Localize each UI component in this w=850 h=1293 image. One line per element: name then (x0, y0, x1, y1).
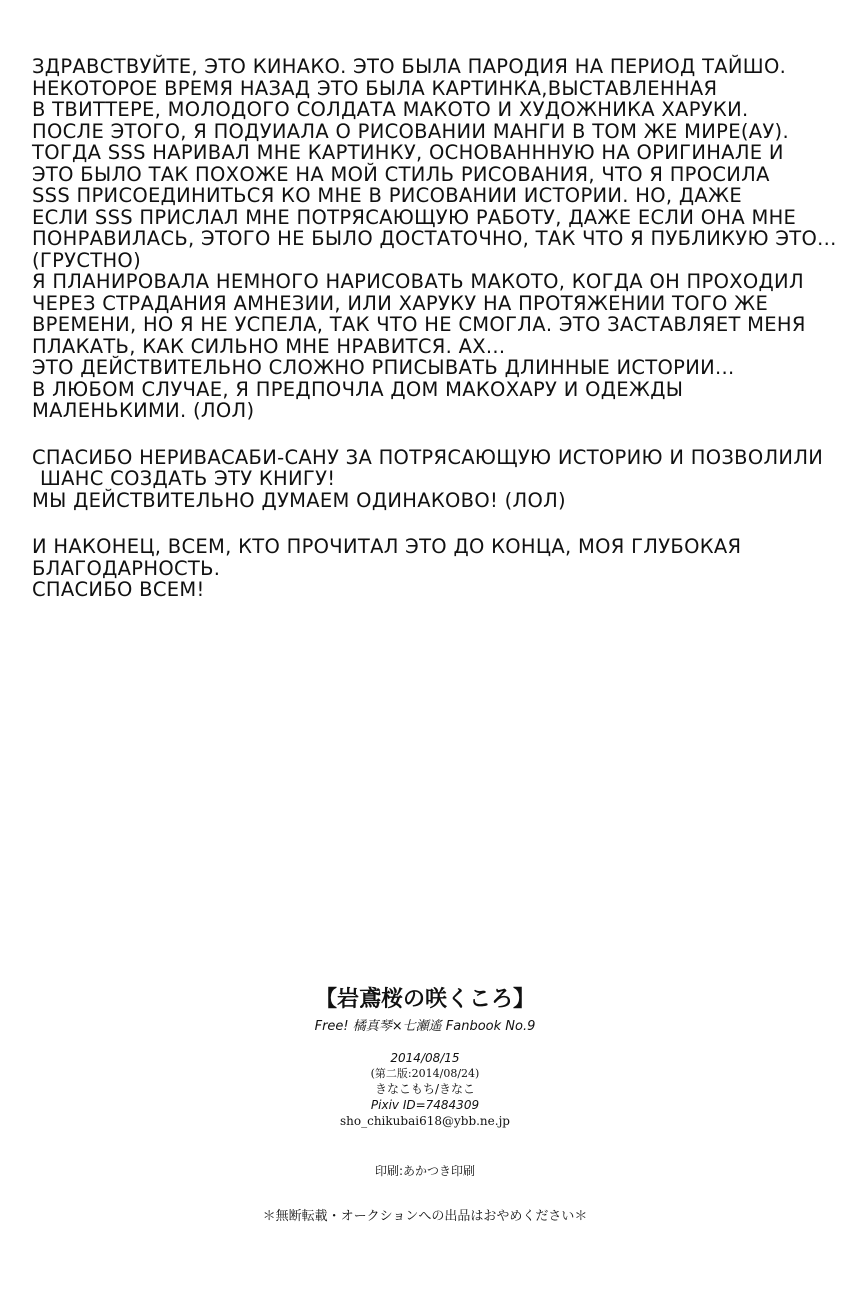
text-line: СПАСИБО ВСЕМ! (32, 578, 205, 601)
afterword-paragraph-2 (32, 447, 844, 512)
text-line: В ТВИТТЕРЕ, МОЛОДОГО СОЛДАТА МАКОТО И ХУДОЖНИКА ХАРУКИ. (32, 98, 749, 121)
book-subtitle: Free! 橘真琴×七瀬遙 Fanbook No.9 (314, 1019, 536, 1034)
text-line: ЭТО ДЕЙСТВИТЕЛЬНО СЛОЖНО РПИСЫВАТЬ ДЛИННЫЕ ИСТОРИИ... (32, 356, 735, 379)
text-line: МАЛЕНЬКИМИ. (ЛОЛ) (32, 399, 255, 422)
contact-email: sho_chikubai618@ybb.ne.jp (340, 1114, 510, 1128)
printer-credit: 印刷:あかつき印刷 (374, 1164, 476, 1178)
book-title: 【岩鳶桜の咲くころ】 (314, 986, 535, 1012)
afterword-paragraph-1 (32, 56, 844, 422)
text-line: ЕСЛИ SSS ПРИСЛАЛ МНЕ ПОТРЯСАЮЩУЮ РАБОТУ, ДАЖЕ ЕСЛИ ОНА МНЕ (32, 205, 797, 229)
afterword-text (32, 56, 844, 626)
text-line: В ЛЮБОМ СЛУЧАЕ, Я ПРЕДПОЧЛА ДОМ МАКОХАРУ И ОДЕЖДЫ (32, 377, 684, 401)
reprint-notice: ＊無断転載・オークションへの出品はおやめください＊ (262, 1209, 588, 1224)
text-line: МЫ ДЕЙСТВИТЕЛЬНО ДУМАЕМ ОДИНАКОВО! (ЛОЛ) (32, 488, 566, 512)
text-line: ПОСЛЕ ЭТОГО, Я ПОДУИАЛА О РИСОВАНИИ МАНГИ В ТОМ ЖЕ МИРЕ(АУ). (32, 119, 789, 143)
text-line: НЕКОТОРОЕ ВРЕМЯ НАЗАД ЭТО БЫЛА КАРТИНКА,ВЫСТАВЛЕННАЯ (32, 76, 718, 100)
text-line: (ГРУСТНО) (32, 248, 141, 272)
second-edition-date: (第二版:2014/08/24) (370, 1067, 480, 1080)
colophon (0, 982, 850, 1226)
text-line: SSS ПРИСОЕДИНИТЬСЯ КО МНЕ В РИСОВАНИИ ИСТОРИИ. НО, ДАЖЕ (32, 184, 742, 207)
text-line: ПОНРАВИЛАСЬ, ЭТОГО НЕ БЫЛО ДОСТАТОЧНО, ТАК ЧТО Я ПУБЛИКУЮ ЭТО... (32, 227, 837, 250)
text-line: ЗДРАВСТВУЙТЕ, ЭТО КИНАКО. ЭТО БЫЛА ПАРОДИЯ НА ПЕРИОД ТАЙШО. (32, 55, 787, 78)
afterword-paragraph-3 (32, 536, 844, 601)
text-line: ПЛАКАТЬ, КАК СИЛЬНО МНЕ НРАВИТСЯ. АХ... (32, 334, 506, 358)
pixiv-id: Pixiv ID=7484309 (370, 1098, 480, 1112)
text-line: ВРЕМЕНИ, НО Я НЕ УСПЕЛА, ТАК ЧТО НЕ СМОГЛА. ЭТО ЗАСТАВЛЯЕТ МЕНЯ (32, 313, 806, 336)
text-line: ЭТО БЫЛО ТАК ПОХОЖЕ НА МОЙ СТИЛЬ РИСОВАНИЯ, ЧТО Я ПРОСИЛА (32, 162, 770, 186)
author-names: きなこもち/きなこ (374, 1082, 476, 1096)
text-line: И НАКОНЕЦ, ВСЕМ, КТО ПРОЧИТАЛ ЭТО ДО КОНЦА, МОЯ ГЛУБОКАЯ (32, 535, 742, 558)
text-line: ЧЕРЕЗ СТРАДАНИЯ АМНЕЗИИ, ИЛИ ХАРУКУ НА ПРОТЯЖЕНИИ ТОГО ЖЕ (32, 291, 769, 315)
text-line: СПАСИБО НЕРИВАСАБИ-САНУ ЗА ПОТРЯСАЮЩУЮ ИСТОРИЮ И ПОЗВОЛИЛИ (32, 445, 824, 469)
text-line: ТОГДА SSS НАРИВАЛ МНЕ КАРТИНКУ, ОСНОВАНННУЮ НА ОРИГИНАЛЕ И (32, 141, 784, 164)
text-line: ШАНС СОЗДАТЬ ЭТУ КНИГУ! (40, 467, 336, 490)
text-line: Я ПЛАНИРОВАЛА НЕМНОГО НАРИСОВАТЬ МАКОТО, КОГДА ОН ПРОХОДИЛ (32, 270, 804, 293)
publication-date: 2014/08/15 (390, 1051, 460, 1065)
text-line: БЛАГОДАРНОСТЬ. (32, 556, 221, 580)
